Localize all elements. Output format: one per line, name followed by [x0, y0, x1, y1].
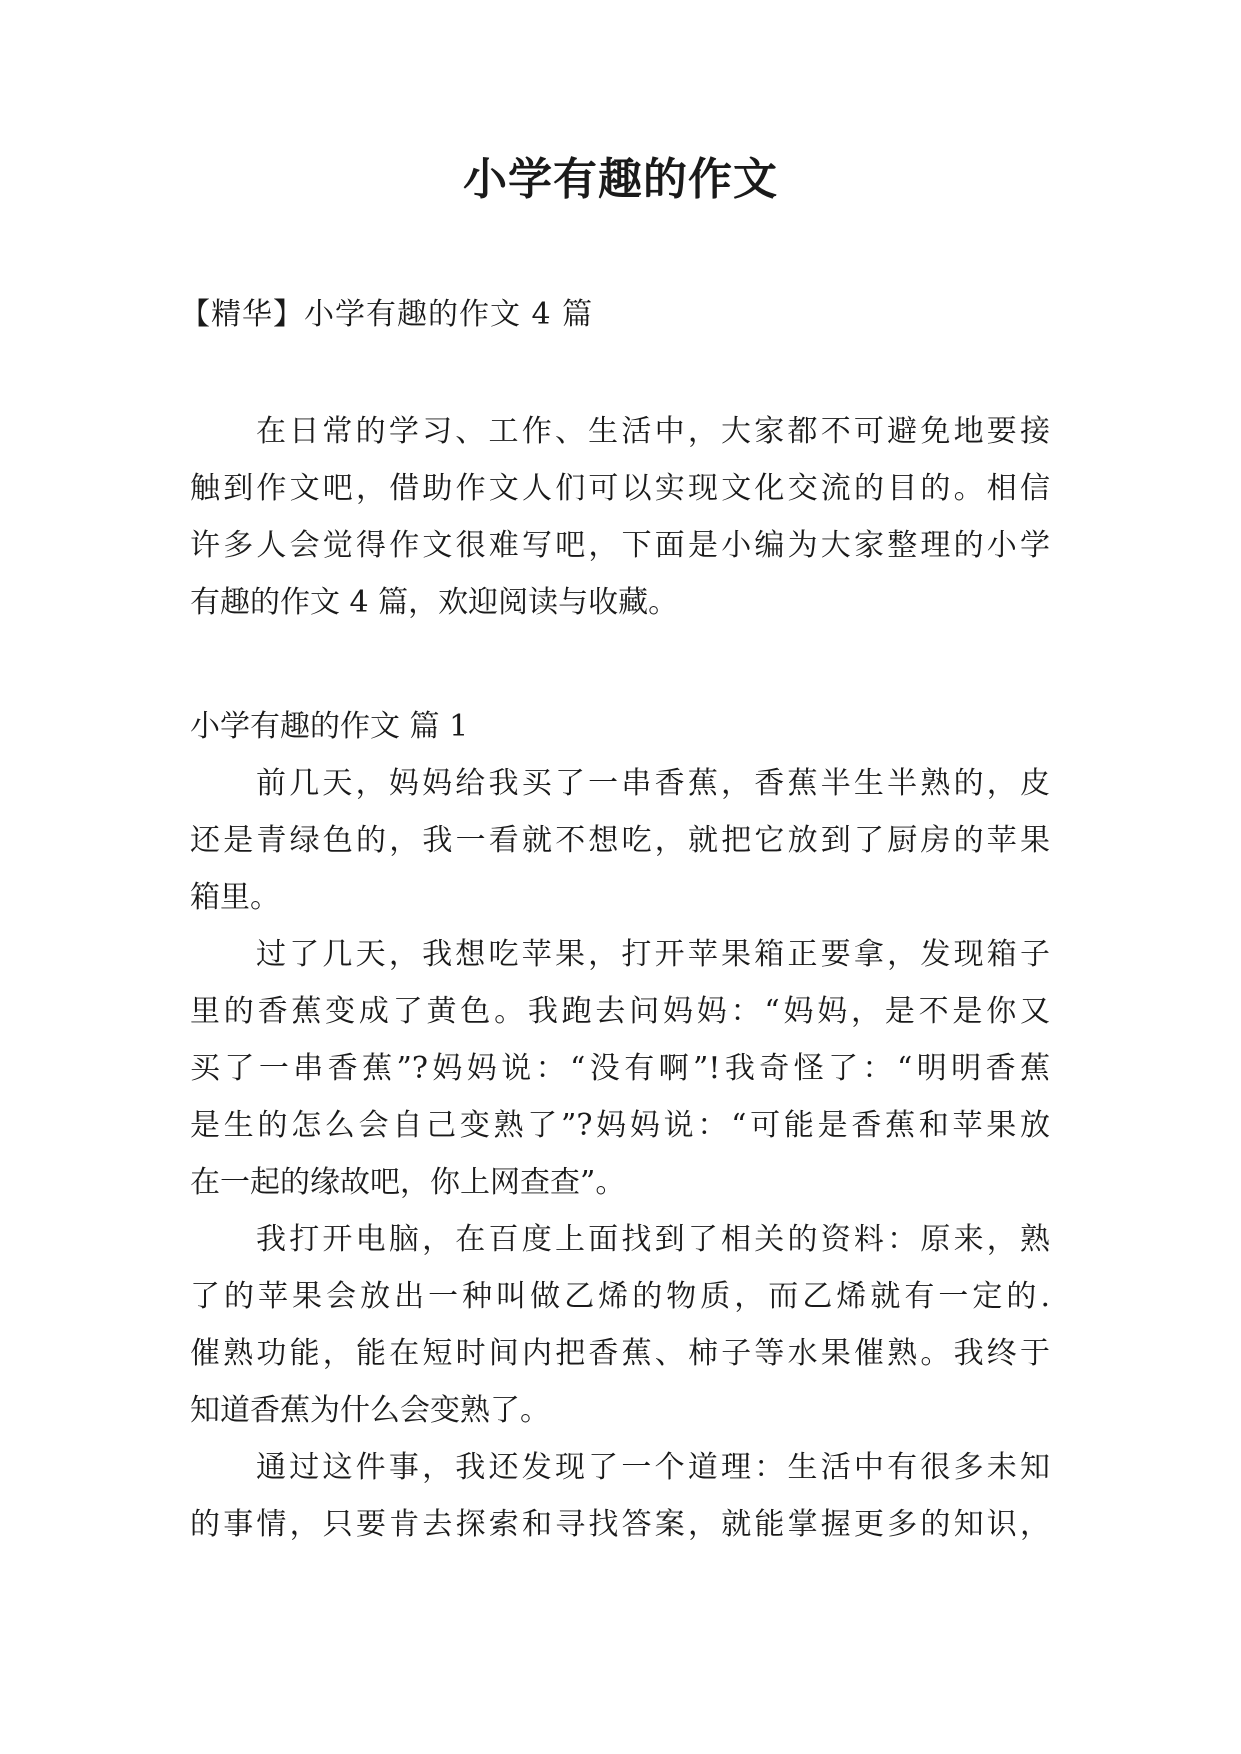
document-subtitle: 【精华】小学有趣的作文 4 篇 [180, 297, 594, 332]
text-line: 通过这件事，我还发现了一个道理：生活中有很多未知 [256, 1450, 1050, 1485]
text-line: 触到作文吧，借助作文人们可以实现文化交流的目的。相信 [190, 471, 1050, 506]
text-line: 的事情，只要肯去探索和寻找答案，就能掌握更多的知识， [190, 1507, 1050, 1542]
text-line: 还是青绿色的，我一看就不想吃，就把它放到了厨房的苹果 [190, 823, 1050, 858]
text-line: 在日常的学习、工作、生活中，大家都不可避免地要接 [256, 414, 1050, 449]
text-line: 知道香蕉为什么会变熟了。 [190, 1393, 550, 1428]
text-line: 是生的怎么会自己变熟了”?妈妈说：“可能是香蕉和苹果放 [190, 1108, 1050, 1143]
text-line: 许多人会觉得作文很难写吧，下面是小编为大家整理的小学 [190, 528, 1050, 563]
text-line: 买了一串香蕉”?妈妈说：“没有啊”!我奇怪了：“明明香蕉 [190, 1051, 1050, 1086]
text-line: 在一起的缘故吧，你上网查查”。 [190, 1165, 626, 1200]
essay-section [190, 698, 1050, 1553]
text-line: 了的苹果会放出一种叫做乙烯的物质，而乙烯就有一定的. [190, 1279, 1050, 1314]
text-line: 里的香蕉变成了黄色。我跑去问妈妈：“妈妈，是不是你又 [190, 994, 1050, 1029]
text-line: 前几天，妈妈给我买了一串香蕉，香蕉半生半熟的，皮 [256, 766, 1050, 801]
text-line: 过了几天，我想吃苹果，打开苹果箱正要拿，发现箱子 [256, 937, 1050, 972]
document-title: 小学有趣的作文 [463, 154, 778, 205]
section-heading: 小学有趣的作文 篇 1 [190, 709, 469, 744]
text-line: 催熟功能，能在短时间内把香蕉、柿子等水果催熟。我终于 [190, 1336, 1050, 1371]
text-line: 箱里。 [190, 880, 280, 915]
text-line: 有趣的作文 4 篇，欢迎阅读与收藏。 [190, 585, 679, 620]
intro-paragraph [190, 403, 1050, 631]
text-line: 我打开电脑，在百度上面找到了相关的资料：原来，熟 [256, 1222, 1050, 1257]
